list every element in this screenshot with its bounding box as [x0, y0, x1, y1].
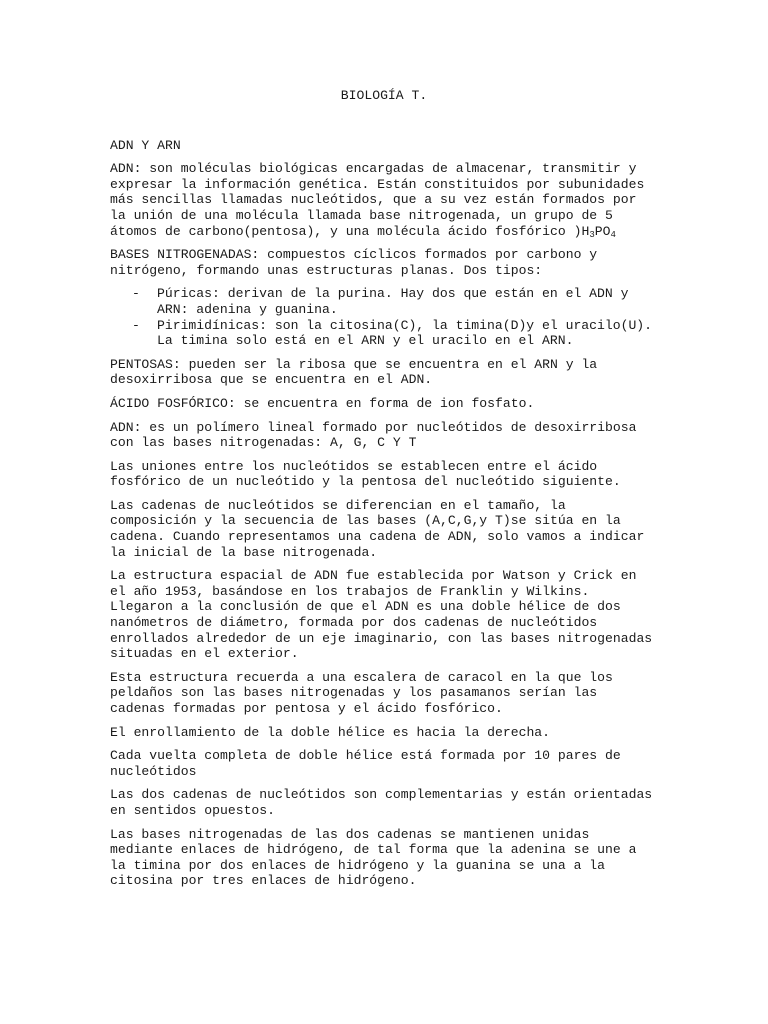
paragraph-adn-polimero: ADN: es un polímero lineal formado por nucleótidos de desoxirribosa con las bases nitrogenadas: A, G, C Y T	[110, 419, 637, 451]
list-dash-marker: -	[132, 317, 140, 333]
chemical-formula	[581, 224, 615, 239]
list-dash-marker: -	[132, 286, 140, 302]
list-item	[110, 286, 658, 317]
formula-h: H	[581, 223, 590, 239]
paragraph-enrollamiento: El enrollamiento de la doble hélice es hacia la derecha.	[110, 724, 551, 740]
bases-list	[110, 286, 658, 348]
paragraph-enlaces: Las bases nitrogenadas de las dos cadenas se mantienen unidas mediante enlaces de hidrógeno, de tal forma que la adenina se une a la timina por dos enlaces de hidrógeno y la guanina se una a la citosina por tres enlaces de hidrógeno.	[110, 826, 637, 889]
section-heading: ADN Y ARN	[110, 137, 181, 153]
paragraph-bases-nitrogenadas: BASES NITROGENADAS: compuestos cíclicos formados por carbono y nitrógeno, formando unas estructuras planas. Dos tipos:	[110, 247, 598, 278]
formula-po: PO	[594, 223, 611, 239]
paragraph-vuelta: Cada vuelta completa de doble hélice está formada por 10 pares de nucleótidos	[110, 748, 621, 779]
list-item	[110, 318, 658, 349]
paragraph-escalera: Esta estructura recuerda a una escalera de caracol en la que los peldaños son las bases nitrogenadas y los pasamanos serían las cadenas formadas por pentosa y el ácido fosfórico.	[110, 669, 613, 716]
paragraph-pentosas: PENTOSAS: pueden ser la ribosa que se encuentra en el ARN y la desoxirribosa que se encuentra en el ADN.	[110, 356, 598, 388]
paragraph-acido-fosforico: ÁCIDO FOSFÓRICO: se encuentra en forma de ion fosfato.	[110, 395, 535, 411]
paragraph-adn-definition-text: ADN: son moléculas biológicas encargadas de almacenar, transmitir y expresar la información genética. Están constituidos por subunidades más sencillas llamadas nucleótidos, que a su vez están formados por la unión de una molécula llamada base nitrogenada, un grupo de 5 átomos de carbono(pentosa), y una molécula ácido fosfórico )	[110, 161, 645, 239]
paragraph-uniones: Las uniones entre los nucleótidos se establecen entre el ácido fosfórico de un nucleótido y la pentosa del nucleótido siguiente.	[110, 458, 621, 490]
paragraph-cadenas: Las cadenas de nucleótidos se diferencian en el tamaño, la composición y la secuencia de las bases (A,C,G,y T)se sitúa en la cadena. Cuando representamos una cadena de ADN, solo vamos a indicar la inicial de la base nitrogenada.	[110, 497, 645, 560]
list-item-text: Púricas: derivan de la purina. Hay dos que están en el ADN y ARN: adenina y guanina.	[157, 286, 629, 317]
list-item-text: Pirimidínicas: son la citosina(C), la timina(D)y el uracilo(U). La timina solo está en el ARN y el uracilo en el ARN.	[157, 317, 653, 349]
formula-sub-3: 3	[589, 229, 595, 240]
paragraph-estructura: La estructura espacial de ADN fue establecida por Watson y Crick en el año 1953, basándose en los trabajos de Franklin y Wilkins. Llegaron a la conclusión de que el ADN es una doble hélice de dos nanómetros de diámetro, formada por dos cadenas de nucleótidos enrollados alrededor de un eje imaginario, con las bases nitrogenadas situadas en el exterior.	[110, 568, 653, 662]
document-page	[110, 88, 658, 897]
document-title: BIOLOGÍA T.	[340, 88, 428, 103]
paragraph-complementarias: Las dos cadenas de nucleótidos son complementarias y están orientadas en sentidos opuestos.	[110, 787, 653, 818]
paragraph-adn-definition	[110, 161, 658, 239]
formula-sub-4: 4	[610, 229, 616, 240]
